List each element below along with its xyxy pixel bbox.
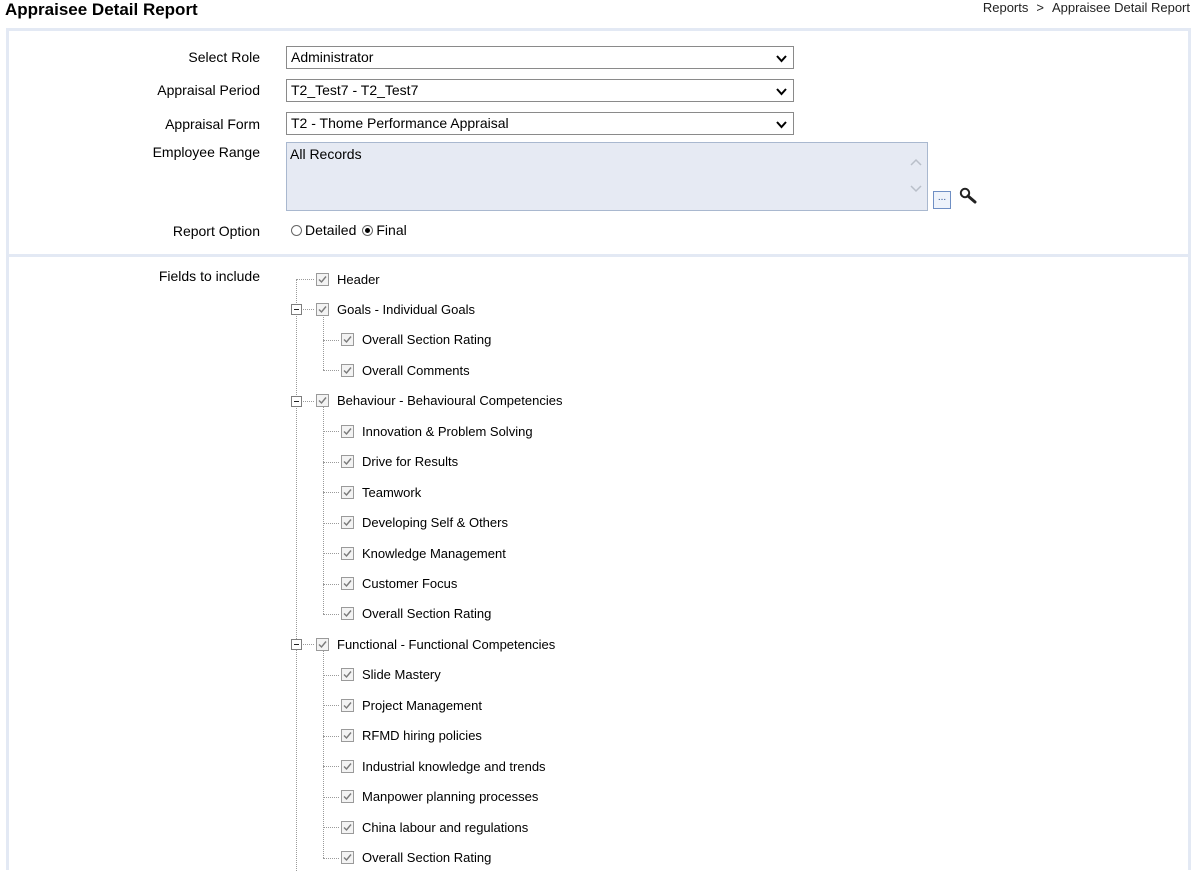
report-option-label: Report Option xyxy=(172,223,260,239)
report-parameters-panel xyxy=(6,28,1191,870)
report-option-final-radio[interactable] xyxy=(362,225,373,236)
tree-node-label[interactable]: Header xyxy=(337,271,380,287)
checkmark-icon xyxy=(343,427,352,436)
tree-connector xyxy=(296,279,314,280)
select-role-label: Select Role xyxy=(188,49,260,65)
appraisal-period-value: T2_Test7 - T2_Test7 xyxy=(291,82,419,98)
tree-node-checkbox[interactable] xyxy=(341,516,354,529)
chevron-down-icon xyxy=(776,86,787,97)
tree-child-node xyxy=(341,756,546,776)
tree-connector xyxy=(323,705,339,706)
tree-child-node xyxy=(341,604,491,624)
tree-node-checkbox[interactable] xyxy=(341,668,354,681)
tree-child-node xyxy=(341,452,458,472)
tree-connector xyxy=(323,827,339,828)
tree-connector xyxy=(323,431,339,432)
tree-connector xyxy=(323,315,324,370)
checkmark-icon xyxy=(343,457,352,466)
tree-trunk xyxy=(296,279,297,871)
checkmark-icon xyxy=(318,396,327,405)
report-option-detailed-radio[interactable] xyxy=(291,225,302,236)
tree-child-node xyxy=(341,848,491,868)
tree-node-checkbox[interactable] xyxy=(316,273,329,286)
tree-node-checkbox[interactable] xyxy=(341,333,354,346)
checkmark-icon xyxy=(343,579,352,588)
report-option-detailed-label[interactable]: Detailed xyxy=(305,222,357,238)
checkmark-icon xyxy=(343,335,352,344)
tree-connector xyxy=(323,675,339,676)
tree-node-label[interactable]: Developing Self & Others xyxy=(362,515,508,531)
checkmark-icon xyxy=(318,640,327,649)
tree-node-checkbox[interactable] xyxy=(341,790,354,803)
section-divider xyxy=(9,254,1188,257)
checkmark-icon xyxy=(343,731,352,740)
tree-node-checkbox[interactable] xyxy=(316,303,329,316)
tree-connector xyxy=(323,523,339,524)
tree-node-checkbox[interactable] xyxy=(341,821,354,834)
tree-child-node xyxy=(341,726,482,746)
checkmark-icon xyxy=(318,275,327,284)
employee-range-value: All Records xyxy=(290,146,362,162)
tree-node-label[interactable]: Functional - Functional Competencies xyxy=(337,636,556,652)
select-role-dropdown[interactable] xyxy=(286,46,794,69)
report-option-group xyxy=(291,221,413,239)
tree-connector xyxy=(323,340,339,341)
tree-node-label[interactable]: Slide Mastery xyxy=(362,667,441,683)
tree-node-checkbox[interactable] xyxy=(316,638,329,651)
tree-node-checkbox[interactable] xyxy=(341,455,354,468)
tree-connector xyxy=(323,650,324,857)
search-icon[interactable] xyxy=(958,186,978,206)
tree-child-node xyxy=(341,695,482,715)
appraisal-period-dropdown[interactable] xyxy=(286,79,794,102)
tree-node-checkbox[interactable] xyxy=(341,729,354,742)
tree-node-checkbox[interactable] xyxy=(341,486,354,499)
tree-node-checkbox[interactable] xyxy=(341,577,354,590)
chevron-down-icon xyxy=(776,119,787,130)
collapse-toggle-icon[interactable] xyxy=(291,304,302,315)
tree-node-checkbox[interactable] xyxy=(316,394,329,407)
checkmark-icon xyxy=(343,823,352,832)
scroll-up-icon[interactable] xyxy=(909,157,923,167)
tree-node-label[interactable]: RFMD hiring policies xyxy=(362,728,482,744)
tree-connector xyxy=(323,766,339,767)
tree-connector xyxy=(323,492,339,493)
collapse-toggle-icon[interactable] xyxy=(291,639,302,650)
tree-child-node xyxy=(341,787,538,807)
checkmark-icon xyxy=(343,762,352,771)
tree-connector xyxy=(323,858,339,859)
tree-child-node xyxy=(341,421,533,441)
tree-node-label[interactable]: Overall Section Rating xyxy=(362,332,492,348)
tree-node-checkbox[interactable] xyxy=(341,547,354,560)
tree-child-node xyxy=(341,513,508,533)
tree-child-node xyxy=(341,330,491,350)
tree-node-label[interactable]: Innovation & Problem Solving xyxy=(362,423,533,439)
checkmark-icon xyxy=(343,549,352,558)
tree-node-label[interactable]: Overall Section Rating xyxy=(362,850,492,866)
tree-node-label[interactable]: Goals - Individual Goals xyxy=(337,301,476,317)
tree-node-checkbox[interactable] xyxy=(341,851,354,864)
fields-to-include-label: Fields to include xyxy=(158,268,260,284)
tree-connector xyxy=(323,553,339,554)
breadcrumb-separator: > xyxy=(1036,0,1044,15)
tree-child-node xyxy=(341,574,457,594)
tree-node-label[interactable]: Knowledge Management xyxy=(362,545,506,561)
tree-connector xyxy=(323,370,339,371)
appraisal-period-label: Appraisal Period xyxy=(157,82,260,98)
breadcrumb xyxy=(983,0,1190,16)
tree-child-node xyxy=(341,543,506,563)
checkmark-icon xyxy=(343,701,352,710)
report-option-final-label[interactable]: Final xyxy=(376,222,407,238)
checkmark-icon xyxy=(343,488,352,497)
checkmark-icon xyxy=(343,609,352,618)
tree-node-label[interactable]: Overall Section Rating xyxy=(362,606,492,622)
tree-child-node xyxy=(341,482,421,502)
tree-connector xyxy=(323,584,339,585)
collapse-toggle-icon[interactable] xyxy=(291,396,302,407)
select-role-value: Administrator xyxy=(291,49,374,65)
scroll-down-icon[interactable] xyxy=(909,184,923,194)
checkmark-icon xyxy=(343,792,352,801)
tree-node-label[interactable]: Teamwork xyxy=(362,484,422,500)
page-title: Appraisee Detail Report xyxy=(5,0,198,19)
tree-connector xyxy=(323,614,339,615)
appraisal-form-dropdown[interactable] xyxy=(286,112,794,135)
chevron-down-icon xyxy=(776,53,787,64)
tree-node-label[interactable]: Project Management xyxy=(362,697,482,713)
checkmark-icon xyxy=(343,670,352,679)
tree-node-checkbox[interactable] xyxy=(341,760,354,773)
tree-node-checkbox[interactable] xyxy=(341,699,354,712)
tree-node-label[interactable]: Drive for Results xyxy=(362,454,459,470)
appraisal-form-value: T2 - Thome Performance Appraisal xyxy=(291,115,509,131)
employee-range-field[interactable] xyxy=(286,142,928,211)
appraisal-form-label: Appraisal Form xyxy=(165,116,260,132)
tree-node-label[interactable]: Overall Comments xyxy=(362,362,470,378)
tree-child-node xyxy=(341,665,441,685)
tree-connector xyxy=(323,407,324,614)
employee-range-label: Employee Range xyxy=(152,144,260,160)
tree-child-node xyxy=(341,817,528,837)
tree-node-label[interactable]: Industrial knowledge and trends xyxy=(362,758,546,774)
checkmark-icon xyxy=(343,518,352,527)
tree-node-checkbox[interactable] xyxy=(341,425,354,438)
tree-node-checkbox[interactable] xyxy=(341,364,354,377)
checkmark-icon xyxy=(318,305,327,314)
tree-node-checkbox[interactable] xyxy=(341,607,354,620)
tree-node-label[interactable]: Behaviour - Behavioural Competencies xyxy=(337,393,563,409)
employee-range-browse-button[interactable]: ... xyxy=(933,191,951,209)
tree-node xyxy=(316,299,475,319)
tree-node xyxy=(316,634,555,654)
tree-node-label[interactable]: China labour and regulations xyxy=(362,819,529,835)
breadcrumb-current: Appraisee Detail Report xyxy=(1051,0,1190,15)
checkmark-icon xyxy=(343,366,352,375)
tree-node xyxy=(316,391,562,411)
tree-connector xyxy=(323,797,339,798)
tree-node-label[interactable]: Customer Focus xyxy=(362,576,458,591)
breadcrumb-link-reports[interactable]: Reports xyxy=(982,0,1029,15)
tree-node xyxy=(316,269,380,289)
tree-child-node xyxy=(341,360,470,380)
checkmark-icon xyxy=(343,853,352,862)
tree-connector xyxy=(323,736,339,737)
tree-connector xyxy=(323,462,339,463)
tree-node-label[interactable]: Manpower planning processes xyxy=(362,789,539,805)
